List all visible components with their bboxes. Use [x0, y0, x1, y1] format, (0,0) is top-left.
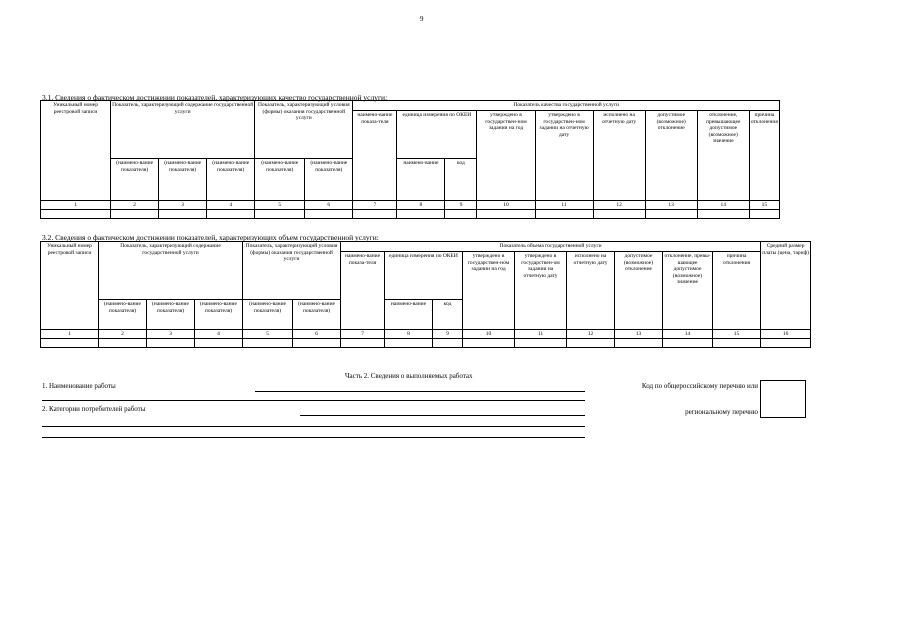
col-number: 12 — [593, 201, 645, 210]
empty-cell[interactable] — [341, 339, 385, 348]
col-number: 7 — [341, 330, 385, 339]
header-exceed: отклонение, превышающее допустимое (возможное) значение — [697, 111, 749, 201]
empty-cell[interactable] — [353, 210, 397, 219]
header-registry: Уникальный номер реестровой записи — [41, 101, 111, 201]
sub-unit-name: наимено-вание — [385, 300, 433, 330]
col-number: 13 — [645, 201, 697, 210]
empty-cell[interactable] — [195, 339, 243, 348]
header-avg-fee: Средний размер платы (цена, тариф) — [761, 242, 811, 330]
col-number: 15 — [713, 330, 761, 339]
col-number: 12 — [567, 330, 615, 339]
header-registry: Уникальный номер реестровой записи — [41, 242, 99, 330]
empty-cell[interactable] — [397, 210, 445, 219]
col-number: 10 — [463, 330, 515, 339]
empty-cell[interactable] — [41, 210, 111, 219]
col-number: 6 — [293, 330, 341, 339]
col-number: 9 — [445, 201, 477, 210]
empty-cell[interactable] — [433, 339, 463, 348]
work-name-line[interactable] — [42, 400, 585, 401]
col-number: 11 — [515, 330, 567, 339]
sub-indicator-name: (наимено-вание показателя) — [255, 159, 305, 201]
col-number: 3 — [159, 201, 207, 210]
empty-cell[interactable] — [477, 210, 535, 219]
col-number: 6 — [305, 201, 353, 210]
empty-cell[interactable] — [761, 339, 811, 348]
col-number: 15 — [749, 201, 779, 210]
empty-cell[interactable] — [535, 210, 593, 219]
sub-indicator-name: (наимено-вание показателя) — [293, 300, 341, 330]
empty-cell[interactable] — [697, 210, 749, 219]
col-number: 5 — [243, 330, 293, 339]
header-approved-year: утверждено в государствен-ном задании на год — [477, 111, 535, 201]
empty-cell[interactable] — [463, 339, 515, 348]
header-approved-date: утверждено в государствен-ном задании на отчетную дату — [535, 111, 593, 201]
empty-cell[interactable] — [159, 210, 207, 219]
sub-indicator-name: (наимено-вание показателя) — [243, 300, 293, 330]
sub-indicator-name: (наимено-вание показателя) — [111, 159, 159, 201]
code-box[interactable] — [760, 380, 806, 418]
empty-cell[interactable] — [147, 339, 195, 348]
quality-table — [40, 100, 780, 219]
empty-cell[interactable] — [99, 339, 147, 348]
sub-indicator-name: (наимено-вание показателя) — [99, 300, 147, 330]
sub-indicator-name: (наимено-вание показателя) — [147, 300, 195, 330]
empty-cell[interactable] — [243, 339, 293, 348]
sub-unit-name: наимено-вание — [397, 159, 445, 201]
header-conditions: Показатель, характеризующий условия (формы) оказания государственной услуги — [255, 101, 353, 159]
empty-cell[interactable] — [593, 210, 645, 219]
col-number: 8 — [385, 330, 433, 339]
header-exceed: отклонение, превы-шающее допустимое (возможное) значение — [663, 252, 713, 330]
header-reason: причина отклонения — [749, 111, 779, 201]
empty-cell[interactable] — [713, 339, 761, 348]
header-conditions: Показатель, характеризующий условия (формы) оказания государственной услуги — [243, 242, 341, 300]
col-number: 4 — [195, 330, 243, 339]
empty-cell[interactable] — [255, 210, 305, 219]
sub-unit-code: код — [445, 159, 477, 201]
col-number: 16 — [761, 330, 811, 339]
header-done: исполнено на отчетную дату — [567, 252, 615, 330]
col-number: 8 — [397, 201, 445, 210]
page-number: 9 — [420, 15, 424, 23]
code-label: Код по общероссийскому перечню или — [641, 382, 758, 390]
col-number: 2 — [99, 330, 147, 339]
header-content: Показатель, характеризующий содержание государственной услуги — [99, 242, 243, 300]
empty-cell[interactable] — [305, 210, 353, 219]
consumer-category-label: 2. Категории потребителей работы — [42, 405, 146, 413]
header-approved-date: утверждено в государствен-ом задании на отчетную дату — [515, 252, 567, 330]
consumer-category-line[interactable] — [300, 415, 585, 416]
empty-cell[interactable] — [749, 210, 779, 219]
col-number: 9 — [433, 330, 463, 339]
sub-indicator-name: (наимено-вание показателя) — [195, 300, 243, 330]
empty-cell[interactable] — [207, 210, 255, 219]
empty-cell[interactable] — [615, 339, 663, 348]
col-number: 1 — [41, 201, 111, 210]
col-number: 2 — [111, 201, 159, 210]
header-unit: единица измерения по ОКЕИ — [397, 111, 477, 159]
empty-cell[interactable] — [385, 339, 433, 348]
sub-indicator-name: (наимено-вание показателя) — [305, 159, 353, 201]
col-number: 4 — [207, 201, 255, 210]
header-unit: единица измерения по ОКЕИ — [385, 252, 463, 300]
header-reason: причина отклонения — [713, 252, 761, 330]
header-allowed: допустимое (возможное) отклонение — [645, 111, 697, 201]
empty-cell[interactable] — [111, 210, 159, 219]
col-number: 14 — [697, 201, 749, 210]
sub-indicator-name: (наимено-вание показателя) — [207, 159, 255, 201]
volume-table — [40, 241, 811, 348]
header-indicator-name: наимено-вание показа-теля — [341, 252, 385, 330]
empty-cell[interactable] — [293, 339, 341, 348]
col-number: 1 — [41, 330, 99, 339]
empty-cell[interactable] — [41, 339, 99, 348]
header-allowed: допустимое (возможное) отклонение — [615, 252, 663, 330]
empty-cell[interactable] — [445, 210, 477, 219]
empty-cell[interactable] — [515, 339, 567, 348]
header-content: Показатель, характеризующий содержание государственной услуги — [111, 101, 255, 159]
header-volume: Показатель объема государственной услуги — [341, 242, 761, 252]
col-number: 14 — [663, 330, 713, 339]
header-indicator-name: наимено-вание показа-теля — [353, 111, 397, 201]
consumer-category-line[interactable] — [42, 437, 585, 438]
code-label-regional: региональному перечню — [685, 408, 758, 416]
col-number: 13 — [615, 330, 663, 339]
empty-cell[interactable] — [663, 339, 713, 348]
header-done: исполнено на отчетную дату — [593, 111, 645, 201]
sub-unit-code: код — [433, 300, 463, 330]
header-approved-year: утверждено в государствен-ном задании на год — [463, 252, 515, 330]
header-quality: Показатель качества государственной услуги — [353, 101, 780, 111]
sub-indicator-name: (наимено-вание показателя) — [159, 159, 207, 201]
col-number: 7 — [353, 201, 397, 210]
col-number: 5 — [255, 201, 305, 210]
col-number: 10 — [477, 201, 535, 210]
col-number: 3 — [147, 330, 195, 339]
part2-title: Часть 2. Сведения о выполняемых работах — [345, 372, 473, 380]
empty-cell[interactable] — [645, 210, 697, 219]
consumer-category-line[interactable] — [42, 426, 585, 427]
work-name-label: 1. Наименование работы — [42, 382, 116, 390]
col-number: 11 — [535, 201, 593, 210]
work-name-line[interactable] — [255, 391, 585, 392]
section-31-title: 3.1. Сведения о фактическом достижении показателей, характеризующих качество государственной услуги: — [42, 93, 388, 102]
empty-cell[interactable] — [567, 339, 615, 348]
section-32-title: 3.2. Сведения о фактическом достижении показателей, характеризующих объем государственной услуги: — [42, 233, 379, 242]
